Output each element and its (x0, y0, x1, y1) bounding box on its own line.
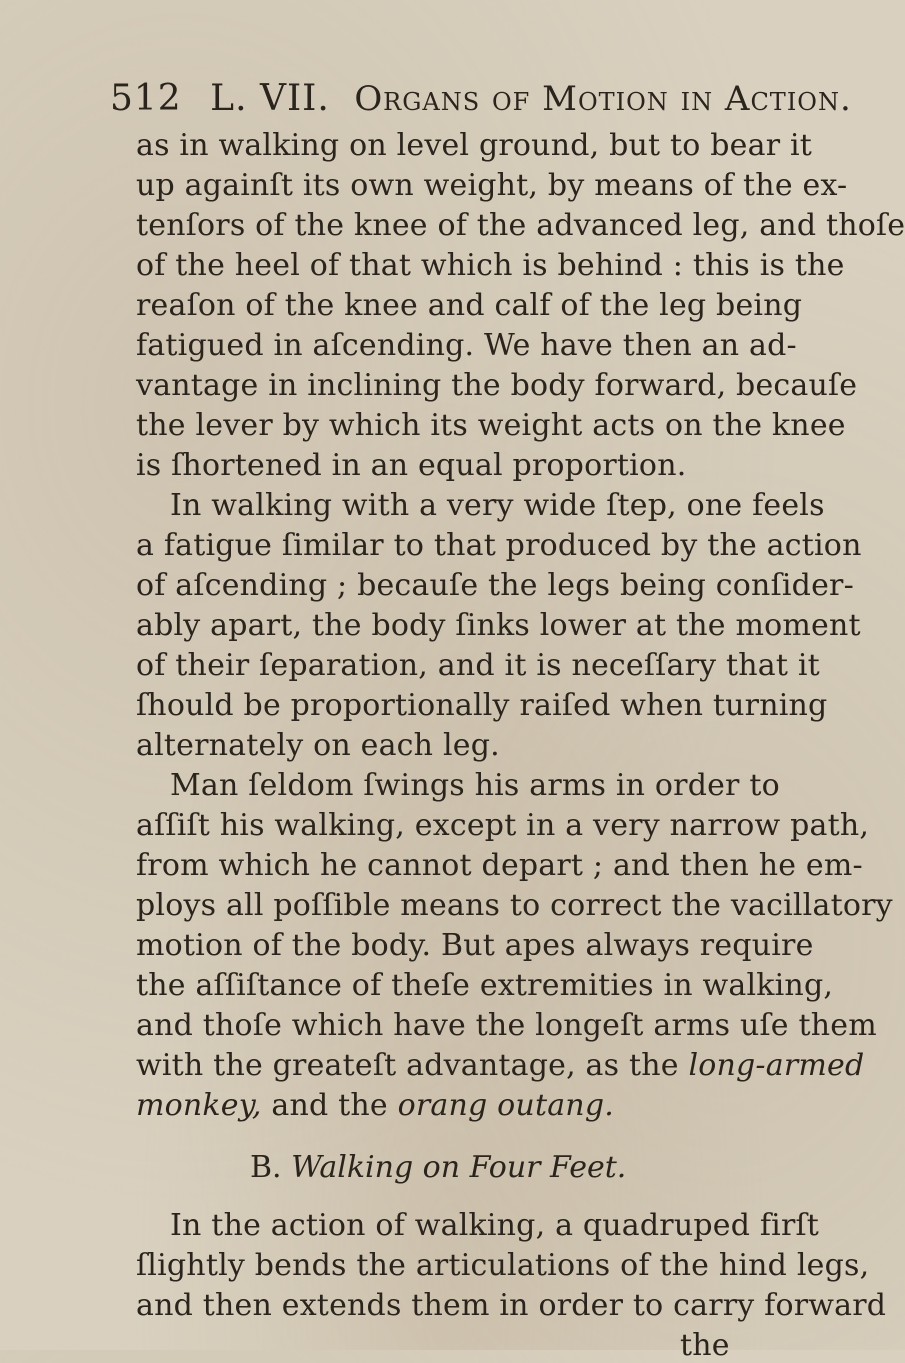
catchword: the (680, 1328, 730, 1363)
text-line: ploys all poſſible means to correct the vacillatory (136, 888, 893, 923)
header-title: Organs of Motion in Action. (354, 79, 852, 119)
text-line: fatigued in aſcending. We have then an ad- (136, 328, 797, 363)
italic-term: monkey, (136, 1088, 262, 1123)
text-line: aſſiſt his walking, except in a very narrow path, (136, 808, 870, 843)
italic-term: orang outang. (397, 1088, 614, 1123)
text-line: ſlightly bends the articulations of the hind legs, (136, 1248, 870, 1283)
text-run: and the (261, 1088, 398, 1123)
text-line: tenſors of the knee of the advanced leg, and thoſe (136, 208, 905, 243)
text-line: In the action of walking, a quadruped firſt (170, 1208, 820, 1243)
italic-term: long-armed (688, 1048, 865, 1083)
text-line: and then extends them in order to carry forward (136, 1288, 887, 1323)
text-line: of their ſeparation, and it is neceſſary that it (136, 648, 820, 683)
text-line: ſhould be proportionally raiſed when turning (136, 688, 828, 723)
text-line: motion of the body. But apes always require (136, 928, 814, 963)
text-line (136, 1088, 614, 1123)
text-line: of aſcending ; becauſe the legs being conſider- (136, 568, 854, 603)
chapter-label: L. VII. (210, 78, 330, 119)
text-line: of the heel of that which is behind : this is the (136, 248, 845, 283)
page-number: 512 (110, 78, 182, 119)
text-line: alternately on each leg. (136, 728, 500, 763)
running-header (110, 78, 852, 119)
section-letter: B. (250, 1150, 282, 1185)
text-line: up againſt its own weight, by means of the ex- (136, 168, 848, 203)
text-line: as in walking on level ground, but to bear it (136, 128, 813, 163)
text-line: ably apart, the body ſinks lower at the moment (136, 608, 861, 643)
text-line: reaſon of the knee and calf of the leg being (136, 288, 803, 323)
text-line: In walking with a very wide ſtep, one feels (170, 488, 825, 523)
text-line: the aſſiſtance of theſe extremities in walking, (136, 968, 834, 1003)
text-line: the lever by which its weight acts on the knee (136, 408, 846, 443)
text-line (136, 1048, 864, 1083)
text-line: from which he cannot depart ; and then he em- (136, 848, 863, 883)
text-line: and thoſe which have the longeſt arms uſe them (136, 1008, 877, 1043)
text-line: a fatigue ſimilar to that produced by the action (136, 528, 862, 563)
text-run: with the greateſt advantage, as the (136, 1048, 689, 1083)
text-line: Man ſeldom ſwings his arms in order to (170, 768, 780, 803)
section-heading (250, 1150, 626, 1185)
text-line: vantage in inclining the body forward, becauſe (136, 368, 858, 403)
text-line: is ſhortened in an equal proportion. (136, 448, 687, 483)
section-title: Walking on Four Feet. (291, 1150, 627, 1185)
